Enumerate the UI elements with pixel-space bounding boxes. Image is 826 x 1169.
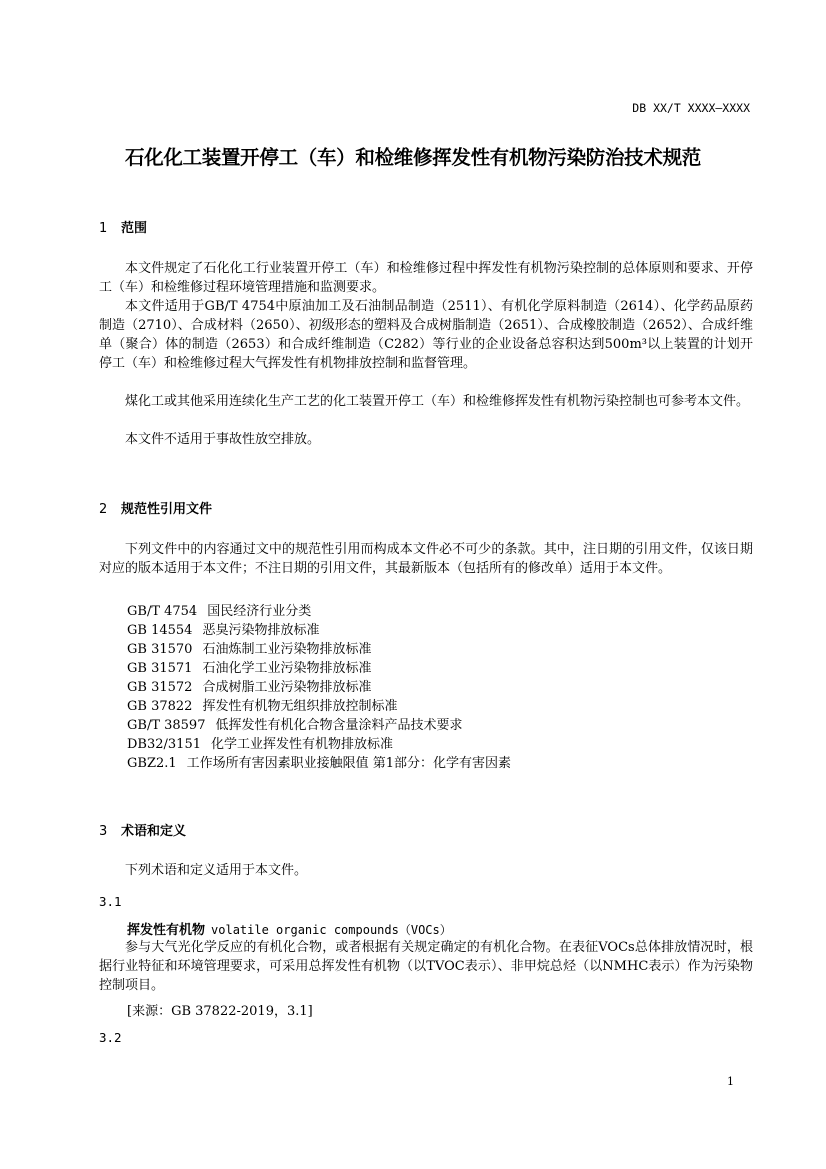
section-3-heading xyxy=(99,820,186,839)
reference-item xyxy=(127,735,511,754)
reference-title: 石油化学工业污染物排放标准 xyxy=(202,661,372,676)
reference-item xyxy=(127,621,511,640)
term-number-3-1: 3.1 xyxy=(99,894,122,909)
document-code: DB XX/T XXXX—XXXX xyxy=(632,101,750,115)
section-number: 3 xyxy=(99,824,108,839)
terms-intro: 下列术语和定义适用于本文件。 xyxy=(125,863,308,878)
reference-list xyxy=(127,602,511,773)
scope-paragraph-1: 本文件规定了石化化工行业装置开停工（车）和检维修过程中挥发性有机物污染控制的总体原则和要求、开停工（车）和检维修过程环境管理措施和监测要求。 xyxy=(99,261,753,295)
reference-item xyxy=(127,640,511,659)
references-intro: 下列文件中的内容通过文中的规范性引用而构成本文件必不可少的条款。其中，注日期的引用文件，仅该日期对应的版本适用于本文件；不注日期的引用文件，其最新版本（包括所有的修改单）适用于本文件。 xyxy=(99,542,753,576)
section-title: 规范性引用文件 xyxy=(121,502,213,517)
reference-code: GB 31572 xyxy=(127,680,193,695)
reference-title: 挥发性有机物无组织排放控制标准 xyxy=(202,699,398,714)
reference-item xyxy=(127,697,511,716)
reference-title: 工作场所有害因素职业接触限值 第1部分：化学有害因素 xyxy=(186,756,512,771)
section-title: 范围 xyxy=(121,221,148,236)
reference-code: GB 31571 xyxy=(127,661,193,676)
reference-title: 低挥发性有机化合物含量涂料产品技术要求 xyxy=(215,718,463,733)
term-name-cn: 挥发性有机物 xyxy=(127,923,206,938)
term-number-3-2: 3.2 xyxy=(99,1030,122,1045)
reference-item xyxy=(127,602,511,621)
scope-paragraph-3: 煤化工或其他采用连续化生产工艺的化工装置开停工（车）和检维修挥发性有机物污染控制也可参考本文件。 xyxy=(125,394,750,409)
reference-title: 恶臭污染物排放标准 xyxy=(202,623,320,638)
reference-title: 国民经济行业分类 xyxy=(207,604,312,619)
section-1-heading xyxy=(99,217,147,236)
term-name-en: volatile organic compounds（VOCs） xyxy=(211,923,452,937)
reference-title: 化学工业挥发性有机物排放标准 xyxy=(210,737,393,752)
reference-title: 合成树脂工业污染物排放标准 xyxy=(202,680,372,695)
term-source: [来源：GB 37822-2019，3.1] xyxy=(127,1004,313,1019)
section-number: 1 xyxy=(99,221,108,236)
page-number: 1 xyxy=(727,1075,734,1088)
reference-code: GB 14554 xyxy=(127,623,193,638)
document-title: 石化化工装置开停工（车）和检维修挥发性有机物污染防治技术规范 xyxy=(124,146,701,169)
term-definition: 参与大气光化学反应的有机化合物，或者根据有关规定确定的有机化合物。在表征VOCs总体排放情况时，根据行业特征和环境管理要求，可采用总挥发性有机物（以TVOC表示）、非甲烷总烃（以NMHC表示）作为污染物控制项目。 xyxy=(99,940,753,993)
reference-item xyxy=(127,716,511,735)
reference-code: GB/T 4754 xyxy=(127,604,198,619)
section-2-heading xyxy=(99,498,212,517)
reference-code: GB 31570 xyxy=(127,642,193,657)
reference-item xyxy=(127,659,511,678)
scope-paragraph-4: 本文件不适用于事故性放空排放。 xyxy=(125,432,321,447)
reference-code: DB32/3151 xyxy=(127,737,201,752)
reference-item xyxy=(127,754,511,773)
reference-code: GB 37822 xyxy=(127,699,193,714)
scope-paragraph-2: 本文件适用于GB/T 4754中原油加工及石油制品制造（2511）、有机化学原料制造（2614）、化学药品原药制造（2710）、合成材料（2650）、初级形态的塑料及合成树脂制造（2651）、合成橡胶制造（2652）、合成纤维单（聚合）体的制造（2653）和合成纤维制造（C282）等行业的企业设备总容积达到500m³以上装置的计划开停工（车）和检维修过程大气挥发性有机物排放控制和监督管理。 xyxy=(99,299,753,371)
reference-code: GBZ2.1 xyxy=(127,756,177,771)
section-title: 术语和定义 xyxy=(121,824,187,839)
reference-item xyxy=(127,678,511,697)
reference-title: 石油炼制工业污染物排放标准 xyxy=(202,642,372,657)
term-heading xyxy=(127,919,452,938)
reference-code: GB/T 38597 xyxy=(127,718,206,733)
section-number: 2 xyxy=(99,502,108,517)
